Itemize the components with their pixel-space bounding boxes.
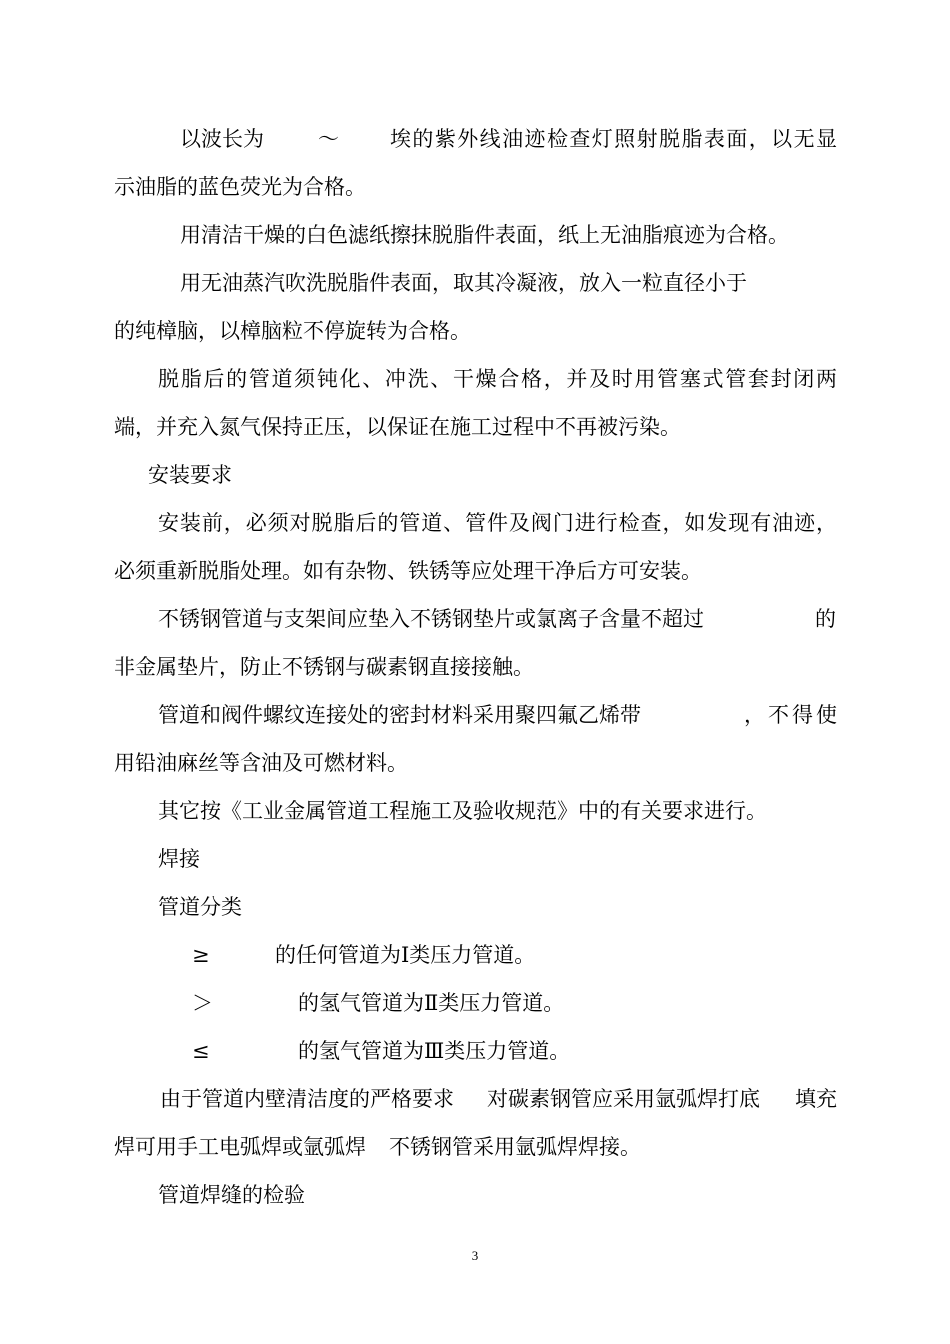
list-item: 的氢气管道为Ⅲ类压力管道。: [298, 1039, 571, 1063]
text-line: 管道和阀件螺纹连接处的密封材料采用聚四氟乙烯带: [158, 703, 641, 727]
section-heading: 焊接: [158, 847, 200, 871]
text-line: 以波长为: [180, 127, 264, 151]
list-item: ＞: [192, 991, 213, 1015]
list-item: 的氢气管道为Ⅱ类压力管道。: [298, 991, 565, 1015]
text-line: 端，并充入氮气保持正压，以保证在施工过程中不再被污染。: [114, 415, 681, 439]
text-line: 不锈钢管道与支架间应垫入不锈钢垫片或氯离子含量不超过: [158, 607, 704, 631]
text-line: 的: [815, 607, 836, 631]
text-line: 焊可用手工电弧焊或氩弧焊: [114, 1135, 366, 1159]
text-line: 用清洁干燥的白色滤纸擦抹脱脂件表面，纸上无油脂痕迹为合格。: [180, 223, 789, 247]
text-line: 用无油蒸汽吹洗脱脂件表面，取其冷凝液，放入一粒直径小于: [180, 271, 747, 295]
text-line: ～: [318, 127, 339, 151]
text-line: 不锈钢管采用氩弧焊焊接。: [389, 1135, 641, 1159]
section-heading: 安装要求: [148, 463, 232, 487]
text-line: 对碳素钢管应采用氩弧焊打底: [487, 1087, 760, 1111]
text-line: 埃的紫外线油迹检查灯照射脱脂表面，以无显: [390, 127, 837, 151]
text-line: 安装前，必须对脱脂后的管道、管件及阀门进行检查，如发现有油迹，: [158, 511, 837, 535]
section-heading: 管道焊缝的检验: [158, 1183, 305, 1207]
text-line: 填充: [795, 1087, 837, 1111]
section-heading: 管道分类: [158, 895, 242, 919]
text-line: 由于管道内壁清洁度的严格要求: [160, 1087, 454, 1111]
text-line: 用铅油麻丝等含油及可燃材料。: [114, 751, 408, 775]
text-line: ，不得使: [744, 703, 837, 727]
text-line: 必须重新脱脂处理。如有杂物、铁锈等应处理干净后方可安装。: [114, 559, 702, 583]
list-item: ≤: [192, 1039, 210, 1063]
text-line: 示油脂的蓝色荧光为合格。: [114, 175, 366, 199]
list-item: ≥: [192, 943, 210, 967]
text-line: 非金属垫片，防止不锈钢与碳素钢直接接触。: [114, 655, 534, 679]
page-number: 3: [471, 1248, 479, 1263]
text-line: 脱脂后的管道须钝化、冲洗、干燥合格，并及时用管塞式管套封闭两: [158, 367, 837, 391]
text-line: 其它按《工业金属管道工程施工及验收规范》中的有关要求进行。: [158, 799, 767, 823]
list-item: 的任何管道为Ⅰ类压力管道。: [275, 943, 536, 967]
text-line: 的纯樟脑，以樟脑粒不停旋转为合格。: [114, 319, 471, 343]
